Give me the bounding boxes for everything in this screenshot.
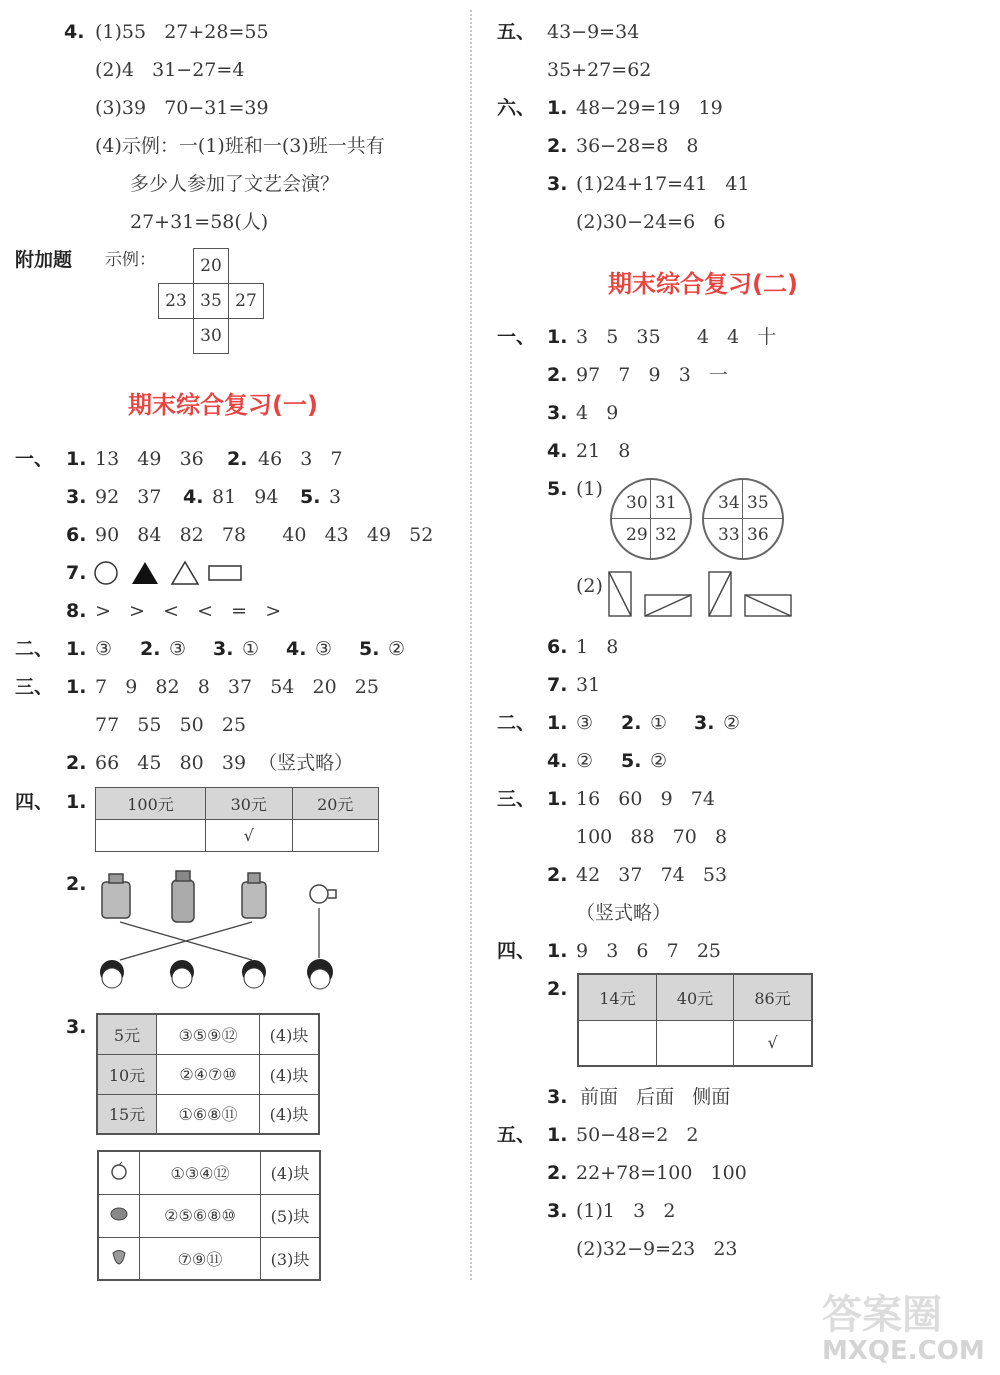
r-s2-q4-num: 4. bbox=[547, 750, 568, 772]
price-table-1-cell bbox=[96, 820, 206, 852]
r-s2-q2-num: 2. bbox=[621, 712, 642, 734]
price-table-2-header: 14元 bbox=[578, 974, 656, 1020]
circle-2-number: 35 bbox=[747, 493, 769, 513]
r-s3-q1-line-2: 100 88 70 8 bbox=[576, 826, 728, 848]
block-table-2-cell: (3)块 bbox=[261, 1237, 321, 1280]
cross-left: 23 bbox=[159, 284, 194, 319]
r-s5b-q3-answer-2: (2)32−9=23 23 bbox=[576, 1238, 738, 1260]
child-face-icon bbox=[307, 959, 333, 989]
s3-q1-num: 1. bbox=[66, 676, 87, 698]
r-s2-q1-num: 1. bbox=[547, 712, 568, 734]
price-table-2-header: 86元 bbox=[734, 974, 812, 1020]
r-s6-q3-answer: (1)24+17=41 41 bbox=[576, 173, 750, 195]
block-table-1-cell: 10元 bbox=[97, 1054, 157, 1094]
r-s4-q3-answer: 前面 后面 侧面 bbox=[580, 1086, 731, 1108]
circle-2-number: 33 bbox=[718, 525, 740, 545]
column-divider bbox=[470, 10, 472, 1280]
price-table-2 bbox=[577, 973, 813, 1067]
block-table-1-cell: (4)块 bbox=[260, 1014, 320, 1054]
r-s1-label: 一、 bbox=[497, 326, 536, 348]
s4-label: 四、 bbox=[15, 791, 54, 813]
r-s5b-q3-num: 3. bbox=[547, 1200, 568, 1222]
block-table-2 bbox=[97, 1150, 321, 1281]
circle-1-number: 32 bbox=[655, 525, 677, 545]
r-s2-q5-num: 5. bbox=[621, 750, 642, 772]
circle-shape bbox=[95, 562, 117, 584]
fruit-apple-icon bbox=[98, 1151, 140, 1194]
cross-top: 20 bbox=[194, 249, 229, 284]
price-table-1 bbox=[95, 787, 379, 852]
r-s5b-q3-answer: (1)1 3 2 bbox=[576, 1200, 676, 1222]
block-table-1-cell: 5元 bbox=[97, 1014, 157, 1054]
child-face-icon bbox=[100, 960, 124, 988]
s3-q1-line-1: 7 9 82 8 37 54 20 25 bbox=[95, 676, 379, 698]
block-table-2-cell: (5)块 bbox=[261, 1194, 321, 1237]
filled-triangle-shape bbox=[132, 562, 158, 584]
s1-q4-num: 4. bbox=[183, 486, 204, 508]
r-s3-q1-line-1: 16 60 9 74 bbox=[576, 788, 715, 810]
r-s3-q2-num: 2. bbox=[547, 864, 568, 886]
r-s5-label: 五、 bbox=[497, 21, 536, 43]
s2-q1-answer: ③ bbox=[95, 638, 113, 660]
s4-q3-num: 3. bbox=[66, 1016, 87, 1038]
s2-q2-num: 2. bbox=[140, 638, 161, 660]
r-s4-q2-num: 2. bbox=[547, 978, 568, 1000]
q4-number: 4. bbox=[64, 21, 85, 43]
price-table-2-cell bbox=[578, 1020, 656, 1066]
shapes-answer bbox=[92, 559, 247, 587]
s1-q2-num: 2. bbox=[227, 448, 248, 470]
r-s4-q1-answer: 9 3 6 7 25 bbox=[576, 940, 722, 962]
extra-example: 示例： bbox=[105, 250, 156, 270]
r-s1-q4-num: 4. bbox=[547, 440, 568, 462]
r-s1-q5-part2: (2) bbox=[576, 575, 603, 597]
r-s2-q5-answer: ② bbox=[650, 750, 668, 772]
r-s6-q1-answer: 48−29=19 19 bbox=[576, 97, 723, 119]
s1-q1-answer: 13 49 36 bbox=[95, 448, 204, 470]
r-s1-q3-answer: 4 9 bbox=[576, 402, 619, 424]
r-s1-q2-answer: 97 7 9 3 一 bbox=[576, 364, 728, 386]
cross-right: 27 bbox=[229, 284, 264, 319]
watermark-logo-text: 答案圈 bbox=[822, 1292, 942, 1338]
circle-2-number: 36 bbox=[747, 525, 769, 545]
s2-q4-answer: ③ bbox=[315, 638, 333, 660]
r-s2-q1-answer: ③ bbox=[576, 712, 594, 734]
s1-q1-num: 1. bbox=[66, 448, 87, 470]
s3-label: 三、 bbox=[15, 676, 54, 698]
r-s1-q6-answer: 1 8 bbox=[576, 636, 619, 658]
r-s1-q6-num: 6. bbox=[547, 636, 568, 658]
r-s1-q1-num: 1. bbox=[547, 326, 568, 348]
s3-q2-num: 2. bbox=[66, 752, 87, 774]
number-circle-1 bbox=[610, 478, 692, 560]
s1-q6-num: 6. bbox=[66, 524, 87, 546]
child-face-icon bbox=[170, 960, 194, 988]
r-s4-q1-num: 1. bbox=[547, 940, 568, 962]
block-table-1-cell: (4)块 bbox=[260, 1054, 320, 1094]
cross-center: 35 bbox=[194, 284, 229, 319]
r-s1-q7-num: 7. bbox=[547, 674, 568, 696]
s2-q2-answer: ③ bbox=[169, 638, 187, 660]
s1-q8-answer: > > < < = > bbox=[95, 600, 282, 622]
child-face-icon bbox=[242, 960, 266, 988]
r-s3-q1-num: 1. bbox=[547, 788, 568, 810]
s2-q5-num: 5. bbox=[359, 638, 380, 660]
circle-1-number: 31 bbox=[655, 493, 677, 513]
r-s5b-q2-num: 2. bbox=[547, 1162, 568, 1184]
price-table-1-header: 20元 bbox=[292, 788, 379, 820]
r-s2-label: 二、 bbox=[497, 712, 536, 734]
s2-q3-answer: ① bbox=[242, 638, 260, 660]
r-s6-q2-answer: 36−28=8 8 bbox=[576, 135, 699, 157]
circle-1-number: 29 bbox=[626, 525, 648, 545]
rectangle-drawings bbox=[605, 568, 800, 620]
s1-label: 一、 bbox=[15, 448, 54, 470]
s2-q4-num: 4. bbox=[286, 638, 307, 660]
s1-q7-num: 7. bbox=[66, 562, 87, 584]
s1-q2-answer: 46 3 7 bbox=[258, 448, 343, 470]
q4-line-2: (2)4 31−27=4 bbox=[95, 59, 245, 81]
s2-q5-answer: ② bbox=[388, 638, 406, 660]
block-table-2-cell: (4)块 bbox=[261, 1151, 321, 1194]
price-table-1-header: 30元 bbox=[206, 788, 292, 820]
block-table-1-cell: 15元 bbox=[97, 1094, 157, 1134]
block-table-2-cell: ②⑤⑥⑧⑩ bbox=[140, 1194, 261, 1237]
rectangle-shape bbox=[209, 566, 241, 580]
review-title-1: 期末综合复习(一) bbox=[128, 391, 318, 419]
q4-line-1: (1)55 27+28=55 bbox=[95, 21, 269, 43]
s3-q2-answer: 66 45 80 39 （竖式略） bbox=[95, 752, 354, 774]
block-table-1 bbox=[96, 1013, 320, 1135]
s1-q3-answer: 92 37 bbox=[95, 486, 162, 508]
s1-q4-answer: 81 94 bbox=[212, 486, 279, 508]
price-table-1-cell: √ bbox=[206, 820, 292, 852]
r-s3-q2-answer: 42 37 74 53 bbox=[576, 864, 728, 886]
watermark-url: MXQE.COM bbox=[822, 1336, 985, 1366]
r-s1-q5-part1: (1) bbox=[576, 478, 603, 500]
s2-q3-num: 3. bbox=[213, 638, 234, 660]
r-s5b-q1-num: 1. bbox=[547, 1124, 568, 1146]
review-title-2: 期末综合复习(二) bbox=[608, 270, 798, 298]
block-table-1-cell: ②④⑦⑩ bbox=[157, 1054, 260, 1094]
r-s5b-q2-answer: 22+78=100 100 bbox=[576, 1162, 747, 1184]
r-s6-q3-answer-2: (2)30−24=6 6 bbox=[576, 211, 726, 233]
kettle-icon bbox=[242, 873, 266, 918]
block-table-1-cell: ③⑤⑨⑫ bbox=[157, 1014, 260, 1054]
extra-label: 附加题 bbox=[15, 249, 73, 271]
r-s5-line-2: 35+27=62 bbox=[547, 59, 652, 81]
circle-2-number: 34 bbox=[718, 493, 740, 513]
price-table-1-header: 100元 bbox=[96, 788, 206, 820]
r-s1-q4-answer: 21 8 bbox=[576, 440, 631, 462]
fruit-watermelon-icon bbox=[98, 1194, 140, 1237]
q4-line-4: (4)示例：一(1)班和一(3)班一共有 bbox=[95, 135, 385, 157]
r-s3-label: 三、 bbox=[497, 788, 536, 810]
r-s1-q3-num: 3. bbox=[547, 402, 568, 424]
r-s4-label: 四、 bbox=[497, 940, 536, 962]
bottle-icon bbox=[102, 874, 130, 918]
s1-q5-num: 5. bbox=[300, 486, 321, 508]
q4-line-3: (3)39 70−31=39 bbox=[95, 97, 269, 119]
r-s6-q1-num: 1. bbox=[547, 97, 568, 119]
s1-q5-answer: 3 bbox=[329, 486, 342, 508]
r-s2-q4-answer: ② bbox=[576, 750, 594, 772]
s4-q2-num: 2. bbox=[66, 873, 87, 895]
outline-triangle-shape bbox=[172, 562, 198, 584]
r-s6-q2-num: 2. bbox=[547, 135, 568, 157]
s1-q8-num: 8. bbox=[66, 600, 87, 622]
matching-illustration bbox=[92, 868, 362, 1003]
r-s1-q1-answer: 3 5 35 4 4 十 bbox=[576, 326, 777, 348]
r-s2-q3-answer: ② bbox=[723, 712, 741, 734]
r-s2-q3-num: 3. bbox=[694, 712, 715, 734]
price-table-2-header: 40元 bbox=[656, 974, 733, 1020]
thermos-icon bbox=[172, 871, 194, 922]
s3-q1-line-2: 77 55 50 25 bbox=[95, 714, 247, 736]
circle-1-number: 30 bbox=[626, 493, 648, 513]
number-circle-2 bbox=[702, 478, 784, 560]
block-table-2-cell: ⑦⑨⑪ bbox=[140, 1237, 261, 1280]
price-table-1-cell bbox=[292, 820, 379, 852]
r-s6-q3-num: 3. bbox=[547, 173, 568, 195]
cross-number-grid bbox=[158, 248, 264, 354]
block-table-1-cell: (4)块 bbox=[260, 1094, 320, 1134]
block-table-2-cell: ①③④⑫ bbox=[140, 1151, 261, 1194]
r-s2-q2-answer: ① bbox=[650, 712, 668, 734]
cup-icon bbox=[310, 885, 336, 903]
q4-line-5: 多少人参加了文艺会演？ bbox=[130, 173, 340, 195]
r-s1-q5-num: 5. bbox=[547, 478, 568, 500]
cross-bottom: 30 bbox=[194, 319, 229, 354]
r-s5-line-1: 43−9=34 bbox=[547, 21, 640, 43]
q4-line-6: 27+31=58(人) bbox=[130, 211, 269, 233]
r-s1-q2-num: 2. bbox=[547, 364, 568, 386]
r-s5b-q1-answer: 50−48=2 2 bbox=[576, 1124, 699, 1146]
block-table-1-cell: ①⑥⑧⑪ bbox=[157, 1094, 260, 1134]
r-s5b-label: 五、 bbox=[497, 1124, 536, 1146]
s1-q6-answer: 90 84 82 78 40 43 49 52 bbox=[95, 524, 434, 546]
s1-q3-num: 3. bbox=[66, 486, 87, 508]
price-table-2-cell: √ bbox=[734, 1020, 812, 1066]
fruit-strawberry-icon bbox=[98, 1237, 140, 1280]
r-s6-label: 六、 bbox=[497, 97, 536, 119]
s4-q1-num: 1. bbox=[66, 791, 87, 813]
r-s3-q2-note: （竖式略） bbox=[576, 902, 672, 924]
r-s1-q7-answer: 31 bbox=[576, 674, 601, 696]
s2-q1-num: 1. bbox=[66, 638, 87, 660]
s2-label: 二、 bbox=[15, 638, 54, 660]
price-table-2-cell bbox=[656, 1020, 733, 1066]
r-s4-q3-num: 3. bbox=[547, 1086, 568, 1108]
